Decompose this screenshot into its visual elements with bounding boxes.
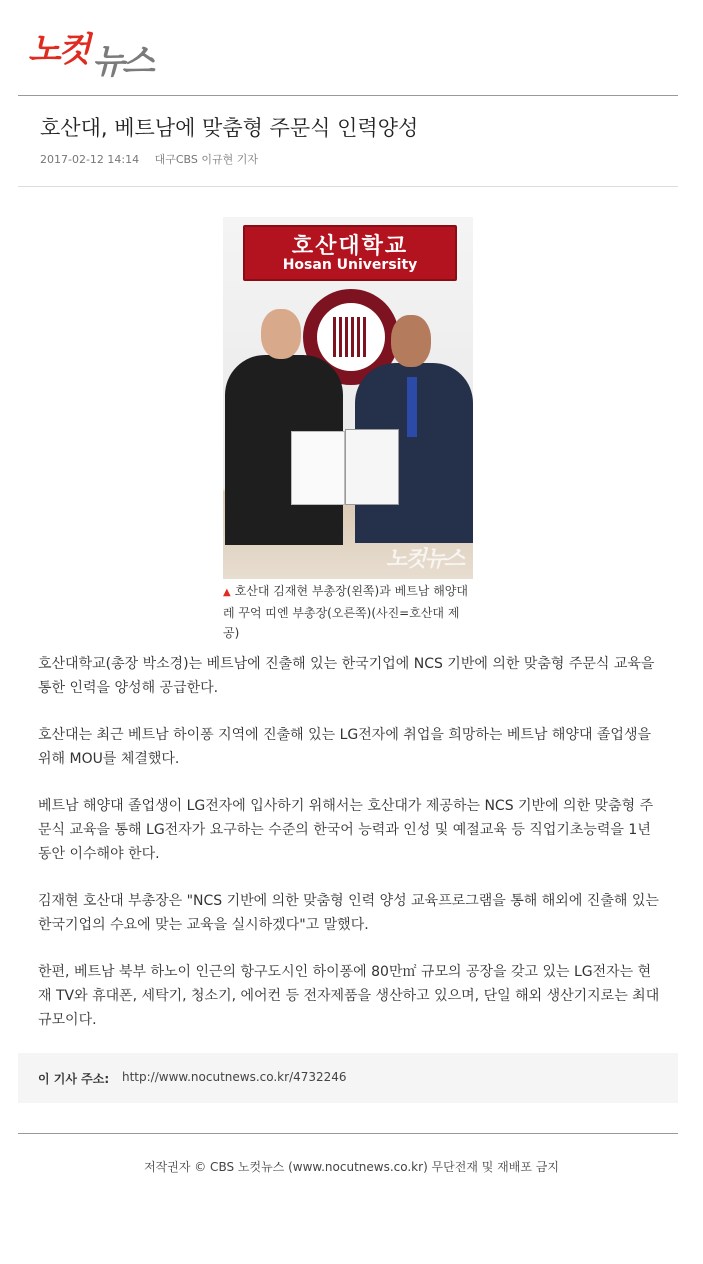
sign-korean-text: 호산대학교 [291,234,409,259]
person-left-head [261,309,301,359]
mou-document-left [291,431,345,505]
nocutnews-logo[interactable] [28,20,168,82]
body-paragraph: 호산대는 최근 베트남 하이퐁 지역에 진출해 있는 LG전자에 취업을 희망하는 베트남 해양대 졸업생을 위해 MOU를 체결했다. [38,727,652,767]
logo-nocut-text: 노컷 [28,30,88,70]
header-divider [18,95,678,96]
body-paragraph: 호산대학교(총장 박소경)는 베트남에 진출해 있는 한국기업에 NCS 기반에 의한 맞춤형 주문식 교육을 통한 인력을 양성해 공급한다. [38,656,655,696]
body-paragraph: 한편, 베트남 북부 하노이 인근의 항구도시인 하이퐁에 80만㎡ 규모의 공장을 갖고 있는 LG전자는 현재 TV와 휴대폰, 세탁기, 청소기, 에어컨 등 전자제품을 생산하고 있으며, 단일 해외 생산기지로는 최대 규모이다. [38,964,660,1028]
university-sign [243,225,457,281]
blue-tie [407,377,417,437]
title-divider [18,186,678,187]
article-title: 호산대, 베트남에 맞춤형 주문식 인력양성 [40,116,419,140]
article-reporter: 대구CBS 이규현 기자 [154,153,259,166]
article-date: 2017-02-12 14:14 [40,153,140,166]
sign-english-text: Hosan University [282,257,418,273]
triangle-up-icon: ▲ [223,587,231,598]
article-photo [223,217,473,579]
article-address-box [18,1053,678,1103]
footer-divider [18,1133,678,1134]
mou-document-right [345,429,399,505]
photo-caption [223,581,471,643]
article-meta [40,151,258,167]
caption-text: 호산대 김재현 부총장(왼쪽)과 베트남 해양대 레 꾸억 띠엔 부총장(오른쪽)(사진=호산대 제공) [223,584,468,640]
article-body [38,652,660,1055]
logo-news-text: 뉴스 [92,42,152,82]
body-paragraph: 김재현 호산대 부총장은 "NCS 기반에 의한 맞춤형 인력 양성 교육프로그램을 통해 해외에 진출해 있는 한국기업의 수요에 맞는 교육을 실시하겠다"고 말했다. [38,893,659,933]
person-right-head [391,315,431,367]
body-paragraph: 베트남 해양대 졸업생이 LG전자에 입사하기 위해서는 호산대가 제공하는 NCS 기반에 의한 맞춤형 주문식 교육을 통해 LG전자가 요구하는 수준의 한국어 능력과 인성 및 예절교육 등 직업기초능력을 1년 동안 이수해야 한다. [38,798,654,862]
copyright-footer: 저작권자 © CBS 노컷뉴스 (www.nocutnews.co.kr) 무단전재 및 재배포 금지 [144,1160,559,1174]
address-label: 이 기사 주소: [38,1072,110,1086]
address-url[interactable]: http://www.nocutnews.co.kr/4732246 [122,1070,347,1084]
photo-watermark: 노컷뉴스 [385,547,463,572]
